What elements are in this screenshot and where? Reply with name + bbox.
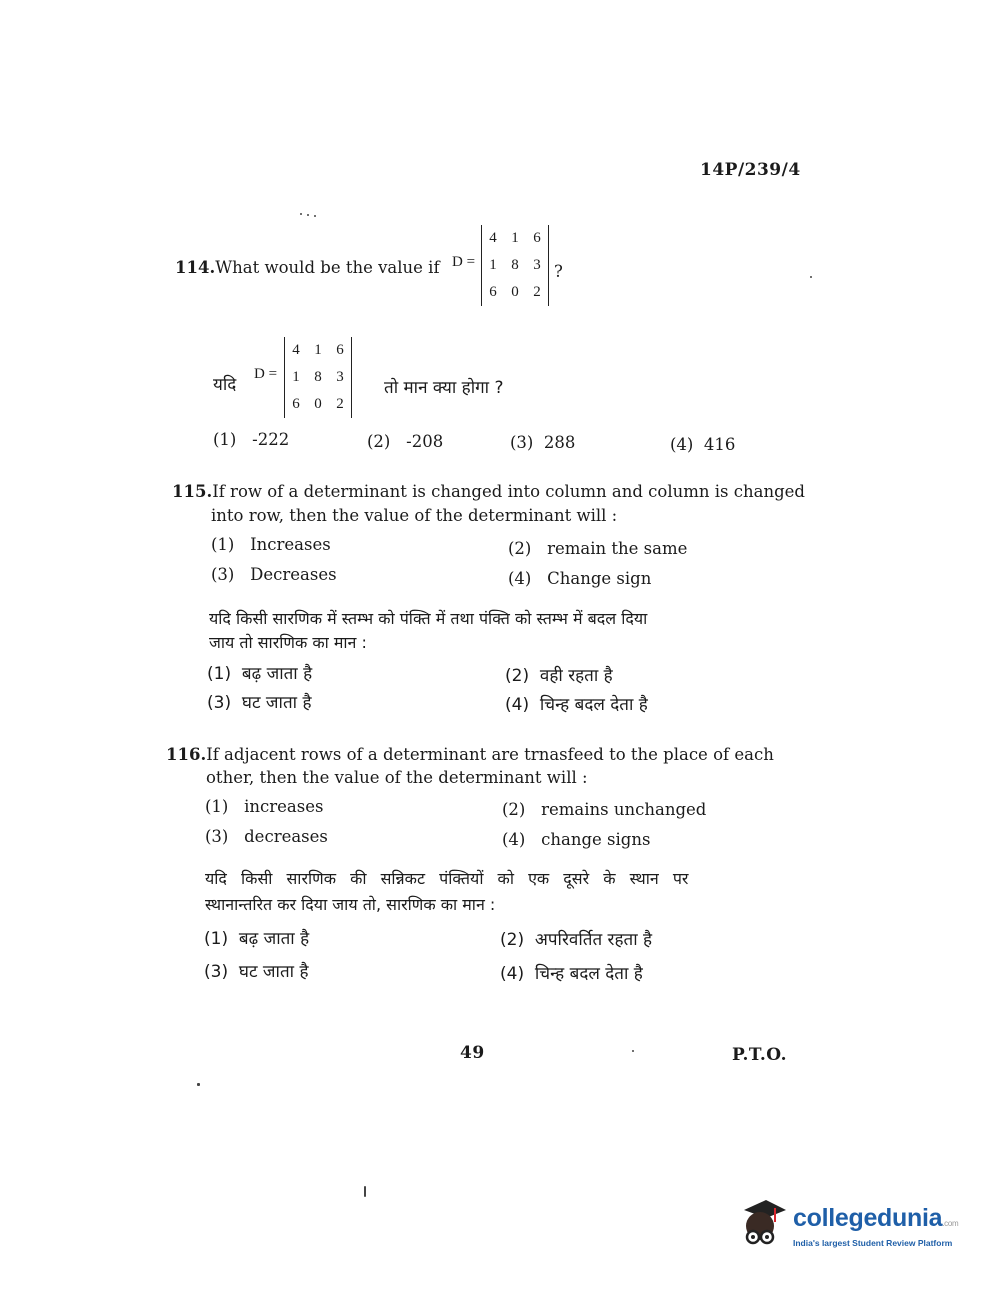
scan-speck — [307, 214, 309, 216]
matrix-cell: 3 — [336, 369, 344, 385]
option-4: (4) 416 — [670, 435, 736, 454]
hindi-line2: स्थानान्तरित कर दिया जाय तो, सारणिक का मान : — [205, 895, 496, 914]
question-116-line2: other, then the value of the determinant will : — [206, 768, 588, 787]
scan-speck — [314, 215, 316, 217]
hindi-line1: यदि किसी सारणिक की सन्निकट पंक्तियों को एक दूसरे के स्थान पर — [205, 869, 689, 888]
hindi-prefix: यदि — [213, 375, 237, 395]
option-3: (3) Decreases — [211, 565, 337, 584]
matrix-cell: 6 — [489, 284, 497, 300]
option-2: (2) -208 — [367, 432, 444, 451]
matrix-cell: 6 — [533, 230, 541, 246]
question-number: 115. — [172, 482, 213, 501]
determinant-matrix-hi — [284, 337, 352, 418]
question-116-line1: 116.If adjacent rows of a determinant are trnasfeed to the place of each — [166, 745, 774, 764]
matrix-cell: 3 — [533, 257, 541, 273]
option-3: (3) decreases — [205, 827, 328, 846]
scan-speck — [364, 1186, 366, 1197]
option-2-hi: (2) अपरिवर्तित रहता है — [500, 930, 653, 950]
determinant-label: D = — [452, 254, 476, 270]
question-mark: ? — [554, 262, 563, 281]
question-number: 114. — [175, 258, 216, 277]
question-114-text — [175, 258, 440, 277]
option-1: (1) -222 — [213, 430, 290, 449]
matrix-cell: 2 — [336, 396, 344, 412]
option-1: (1) Increases — [211, 535, 331, 554]
matrix-cell: 1 — [489, 257, 497, 273]
matrix-cell: 2 — [533, 284, 541, 300]
matrix-cell: 1 — [314, 342, 322, 358]
question-115-line2: into row, then the value of the determinant will : — [211, 506, 618, 525]
logo-name: collegedunia.com — [793, 1204, 959, 1232]
matrix-cell: 0 — [511, 284, 519, 300]
pto-label: P.T.O. — [732, 1045, 787, 1065]
logo-tagline: India's largest Student Review Platform — [793, 1238, 953, 1248]
matrix-cell: 1 — [511, 230, 519, 246]
option-3: (3) 288 — [510, 433, 576, 452]
paper-code: 14P/239/4 — [700, 160, 801, 180]
matrix-cell: 6 — [292, 396, 300, 412]
option-2: (2) remains unchanged — [502, 800, 707, 819]
determinant-label: D = — [254, 366, 278, 382]
option-1-hi: (1) बढ़ जाता है — [204, 929, 310, 949]
option-3-hi: (3) घट जाता है — [207, 693, 312, 713]
matrix-cell: 4 — [489, 230, 497, 246]
determinant-matrix-en — [481, 225, 549, 306]
question-115-line1: 115.If row of a determinant is changed into column and column is changed — [172, 482, 805, 501]
matrix-cell: 8 — [314, 369, 322, 385]
option-3-hi: (3) घट जाता है — [204, 962, 309, 982]
option-1: (1) increases — [205, 797, 324, 816]
matrix-cell: 4 — [292, 342, 300, 358]
scan-speck — [632, 1050, 634, 1052]
question-text: What would be the value if — [215, 258, 440, 277]
matrix-cell: 6 — [336, 342, 344, 358]
scan-speck — [300, 213, 302, 215]
matrix-cell: 0 — [314, 396, 322, 412]
option-4-hi: (4) चिन्ह बदल देता है — [505, 695, 648, 715]
mascot-icon — [736, 1196, 788, 1252]
option-1-hi: (1) बढ़ जाता है — [207, 664, 313, 684]
matrix-cell: 8 — [511, 257, 519, 273]
option-4: (4) Change sign — [508, 569, 652, 588]
option-2: (2) remain the same — [508, 539, 688, 558]
hindi-line2: जाय तो सारणिक का मान : — [209, 633, 367, 652]
page-number: 49 — [460, 1043, 485, 1063]
scan-speck — [197, 1083, 200, 1086]
collegedunia-logo[interactable] — [736, 1196, 966, 1256]
scan-speck — [810, 276, 812, 278]
matrix-cell: 1 — [292, 369, 300, 385]
hindi-suffix: तो मान क्या होगा ? — [384, 378, 504, 398]
question-number: 116. — [166, 745, 207, 764]
hindi-line1: यदि किसी सारणिक में स्तम्भ को पंक्ति में तथा पंक्ति को स्तम्भ में बदल दिया — [209, 609, 648, 628]
option-4: (4) change signs — [502, 830, 651, 849]
option-4-hi: (4) चिन्ह बदल देता है — [500, 964, 643, 984]
option-2-hi: (2) वही रहता है — [505, 666, 613, 686]
